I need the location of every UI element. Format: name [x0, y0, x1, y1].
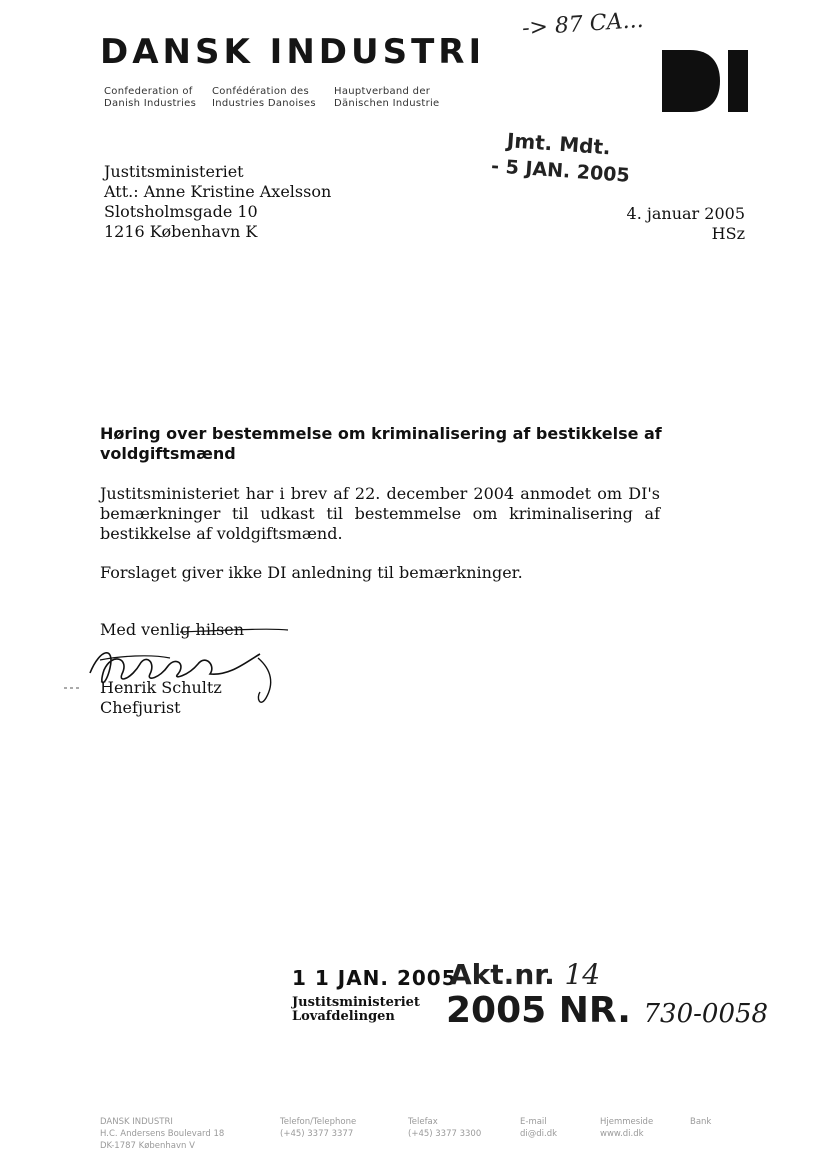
- akt-number-handwritten: 14: [564, 958, 601, 991]
- footer-value: (+45) 3377 3300: [408, 1129, 482, 1139]
- subtitle-line: Confederation of: [104, 86, 193, 97]
- received-stamp: [490, 127, 632, 187]
- di-logo-mark: [662, 50, 748, 112]
- signer-block: [100, 678, 222, 718]
- subtitle-line: Hauptverband der: [334, 86, 431, 97]
- letterhead-subtitle-de: [334, 86, 440, 110]
- received-stamp-label: Jmt. Mdt.: [506, 128, 612, 160]
- body-paragraph: Justitsministeriet har i brev af 22. december 2004 anmodet om DI's bemærkninger til udkast til bestemmelse om kriminalisering af bestikkelse af voldgiftsmænd.: [100, 484, 660, 543]
- sender-initials: HSz: [711, 224, 745, 243]
- received-stamp-date: - 5 JAN. 2005: [490, 155, 631, 187]
- footer-phone: [280, 1116, 356, 1140]
- signer-title: Chefjurist: [100, 698, 181, 717]
- footer-bank: [690, 1116, 711, 1128]
- subtitle-line: Dänischen Industrie: [334, 98, 440, 109]
- footer-value: di@di.dk: [520, 1129, 558, 1139]
- closing-greeting: Med venlig hilsen: [100, 620, 245, 639]
- ministry-stamp-line: Justitsministeriet: [292, 995, 420, 1010]
- body-paragraph: Forslaget giver ikke DI anledning til bemærkninger.: [100, 563, 523, 582]
- address-line: 1216 København K: [104, 222, 258, 241]
- letter-subject: Høring over bestemmelse om kriminalisering af bestikkelse af voldgiftsmænd: [100, 424, 662, 463]
- subtitle-line: Industries Danoises: [212, 98, 316, 109]
- ministry-stamp-date: 1 1 JAN. 2005: [292, 966, 457, 990]
- akt-number-label: Akt.nr.: [450, 958, 555, 991]
- footer-website: [600, 1116, 653, 1140]
- footer-label: Telefax: [408, 1117, 438, 1127]
- akt-number-stamp: [450, 958, 600, 991]
- handwritten-note-top: -> 87 CA...: [521, 7, 645, 42]
- signer-name: Henrik Schultz: [100, 678, 222, 697]
- case-number-year: 2005: [446, 990, 547, 1031]
- footer-label: Bank: [690, 1117, 712, 1127]
- subtitle-line: Confédération des: [212, 86, 309, 97]
- ministry-stamp: [292, 996, 420, 1024]
- subtitle-line: Danish Industries: [104, 98, 197, 109]
- footer-fax: [408, 1116, 481, 1140]
- footer-value: (+45) 3377 3377: [280, 1129, 354, 1139]
- footer-line: DK-1787 København V: [100, 1141, 195, 1151]
- footer-email: [520, 1116, 557, 1140]
- address-line: Justitsministeriet: [104, 162, 244, 181]
- letterhead-subtitle-fr: [212, 86, 316, 110]
- footer-line: DANSK INDUSTRI: [100, 1117, 173, 1127]
- letter-date: 4. januar 2005: [626, 204, 745, 223]
- footer-line: H.C. Andersens Boulevard 18: [100, 1129, 225, 1139]
- address-line: Slotsholmsgade 10: [104, 202, 258, 221]
- ministry-stamp-line: Lovafdelingen: [292, 1009, 395, 1024]
- footer-value: www.di.dk: [600, 1129, 644, 1139]
- recipient-address: [104, 162, 331, 242]
- footer-label: E-mail: [520, 1117, 547, 1127]
- case-number-label: NR.: [558, 990, 631, 1031]
- footer-label: Hjemmeside: [600, 1117, 654, 1127]
- company-logo-text: DANSK INDUSTRI: [100, 32, 486, 72]
- case-number-handwritten: 730-0058: [643, 999, 769, 1029]
- case-number-stamp: [446, 990, 768, 1031]
- footer-address: [100, 1116, 224, 1152]
- letterhead-subtitle-en: [104, 86, 196, 110]
- letter-date-block: [600, 204, 745, 244]
- footer-label: Telefon/Telephone: [280, 1117, 357, 1127]
- address-line: Att.: Anne Kristine Axelsson: [104, 182, 332, 201]
